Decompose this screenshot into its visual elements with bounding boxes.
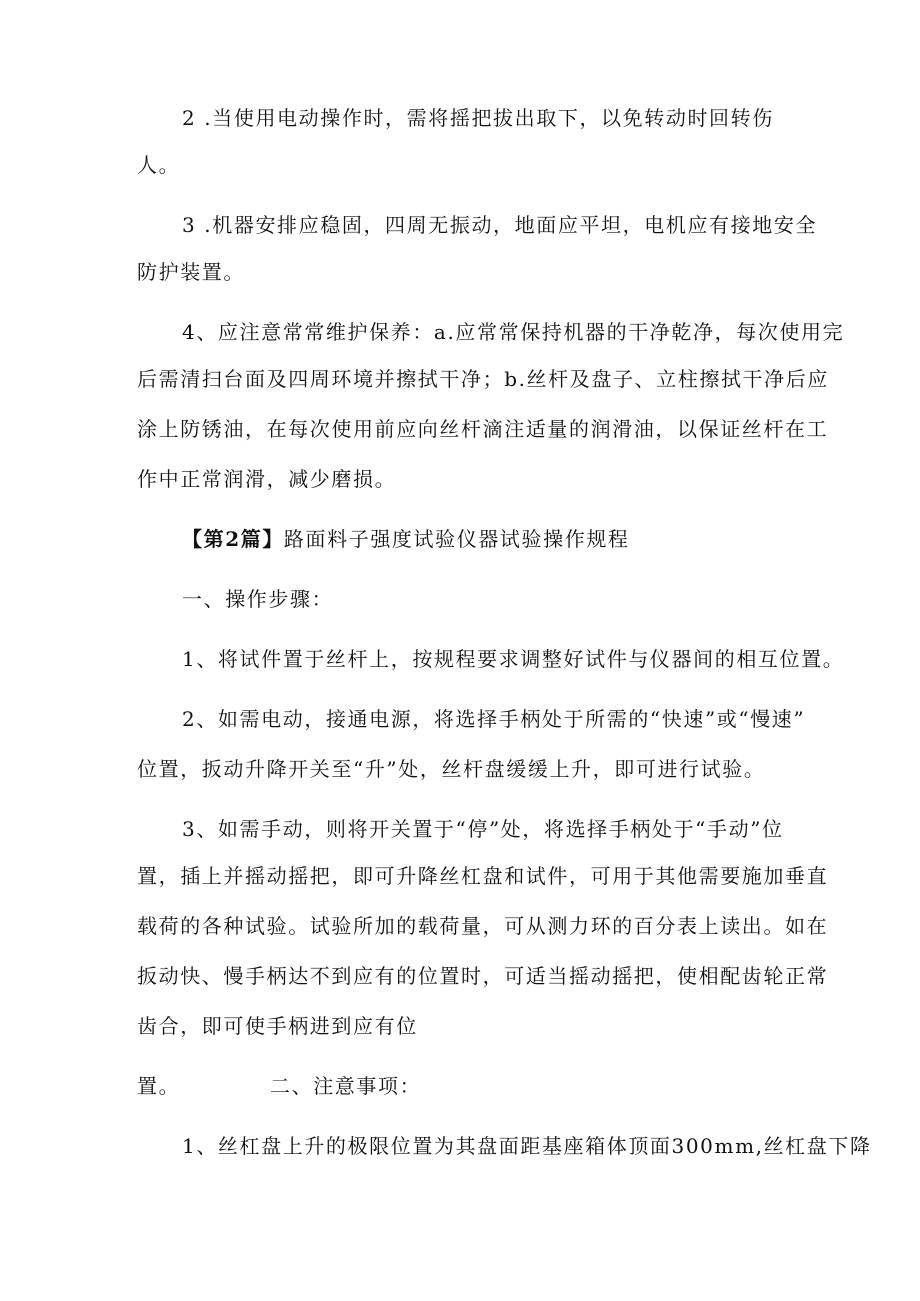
heading-title: 路面料子强度试验仪器试验操作规程 [283, 527, 630, 551]
step-3-line-2: 置，插上并摇动摇把，即可升降丝杠盘和试件，可用于其他需要施加垂直 [137, 864, 829, 888]
paragraph-4-line-3: 涂上防锈油，在每次使用前应向丝杆滴注适量的润滑油，以保证丝杆在工 [137, 417, 829, 441]
section-heading [182, 525, 630, 553]
paragraph-2-line-2: 人。 [137, 153, 181, 177]
section-2-title: 二、注意事项： [270, 1074, 422, 1098]
step-3-line-3: 载荷的各种试验。试验所加的载荷量，可从测力环的百分表上读出。如在 [137, 914, 829, 938]
paragraph-2-line-1: 2 .当使用电动操作时，需将摇把拔出取下，以免转动时回转伤 [182, 106, 774, 130]
trailing-word: 置。 [137, 1074, 181, 1098]
paragraph-3-line-2: 防护装置。 [137, 260, 245, 284]
step-1-line-1: 1、将试件置于丝杆上，按规程要求调整好试件与仪器间的相互位置。 [182, 647, 845, 671]
step-3-line-5: 齿合，即可使手柄进到应有位 [137, 1014, 418, 1038]
paragraph-4-line-2: 后需清扫台面及四周环境并擦拭干净；b.丝杆及盘子、立柱擦拭干净后应 [137, 367, 829, 391]
step-2-line-2: 位置，扳动升降开关至“升”处，丝杆盘缓缓上升，即可进行试验。 [137, 757, 766, 781]
step-3-line-4: 扳动快、慢手柄达不到应有的位置时，可适当摇动摇把，使相配齿轮正常 [137, 964, 829, 988]
paragraph-4-line-4: 作中正常润滑，减少磨损。 [137, 467, 397, 491]
step-3-line-1: 3、如需手动，则将开关置于“停”处，将选择手柄处于“手动”位 [182, 817, 784, 841]
heading-label: 【第2篇】 [182, 527, 284, 551]
note-1-line-1: 1、丝杠盘上升的极限位置为其盘面距基座箱体顶面300mm,丝杠盘下降 [182, 1134, 872, 1158]
section-1-title: 一、操作步骤： [182, 587, 334, 611]
step-2-line-1: 2、如需电动，接通电源，将选择手柄处于所需的“快速”或“慢速” [182, 707, 806, 731]
paragraph-4-line-1: 4、应注意常常维护保养：a.应常常保持机器的干净乾净，每次使用完 [182, 320, 845, 344]
paragraph-3-line-1: 3 .机器安排应稳固，四周无振动，地面应平坦，电机应有接地安全 [182, 213, 818, 237]
